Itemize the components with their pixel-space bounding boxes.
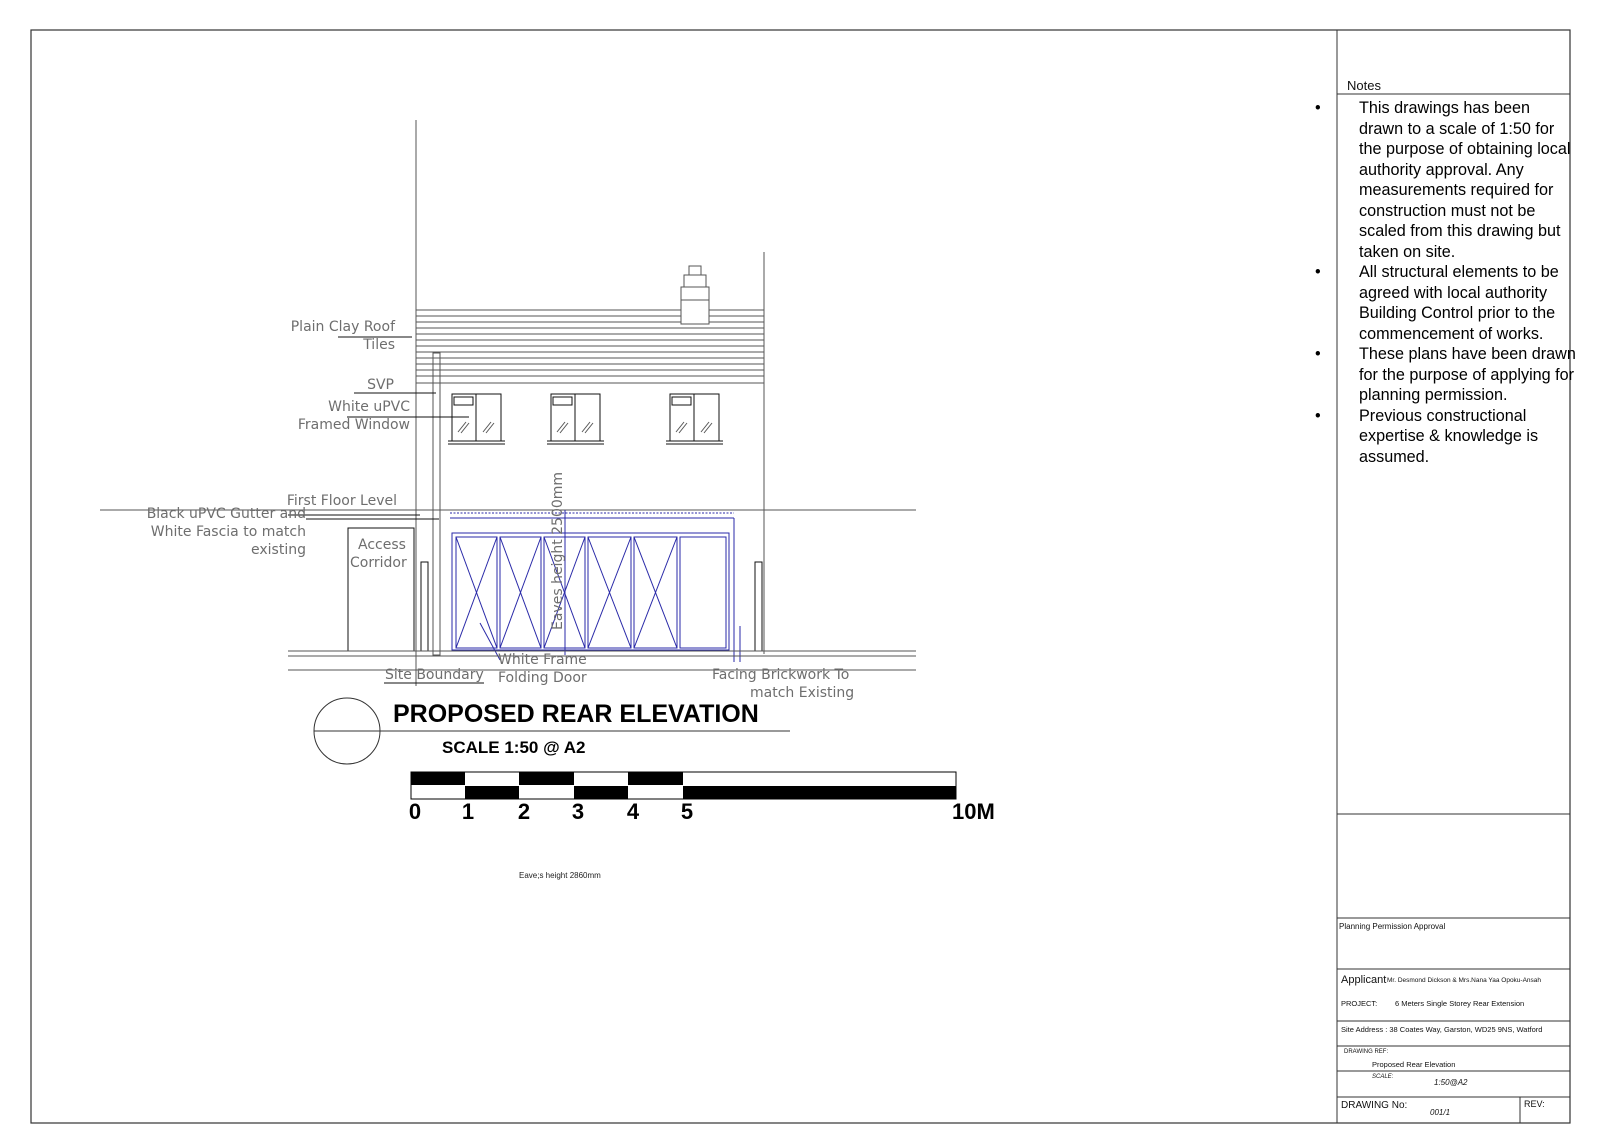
label-site: Site Boundary [385,667,484,683]
label-gutter-3: existing [251,542,306,558]
tb-purpose: Planning Permission Approval [1339,922,1446,931]
label-window-2: Framed Window [297,417,410,433]
label-roof-1: Plain Clay Roof [290,319,395,335]
note-item: • All structural elements to be agreed with local authority Building Control prior to the commencement of works. [1315,263,1559,343]
tb-applicant-value: Mr. Desmond Dickson & Mrs.Nana Yaa Opoku-Ansah [1387,977,1542,984]
scale-bar [409,772,995,824]
scale-label-2: 2 [517,799,531,824]
tb-scale-value: 1:50@A2 [1434,1078,1468,1087]
scale-label-10m: 10M [952,799,995,824]
label-gutter-1: Black uPVC Gutter and [146,506,306,522]
note-item: • This drawings has been drawn to a scale of 1:50 for the purpose of obtaining local authority approval. Any measurements required for construction must not be scaled from this drawing but taken on site. [1315,99,1571,261]
label-access-1: Access [358,537,406,553]
sheet-border [31,30,1570,1123]
first-floor-windows [448,394,723,444]
tb-drawing-ref-value: Proposed Rear Elevation [1372,1060,1456,1069]
drawing-scale: SCALE 1:50 @ A2 [442,738,586,757]
tb-project-label: PROJECT: [1341,999,1378,1008]
chimney [681,266,709,324]
tb-applicant-label: Applicant [1341,974,1387,986]
eaves-note: Eave;s height 2860mm [519,871,601,880]
scale-label-5: 5 [680,799,694,824]
drawing-title-block [314,698,790,764]
tb-rev-label: REV: [1524,1099,1545,1109]
tb-drawing-no-value: 001/1 [1430,1108,1451,1117]
eaves-vertical-label: Eaves height 2500mm [550,471,566,630]
label-window-1: White uPVC [328,399,410,415]
tb-drawing-ref-label: DRAWING REF: [1344,1049,1389,1055]
tb-project-value: 6 Meters Single Storey Rear Extension [1395,999,1525,1008]
label-floor: First Floor Level [286,493,397,509]
label-gutter-2: White Fascia to match [150,524,306,540]
note-item: • These plans have been drawn for the purpose of applying for planning permission. [1315,345,1576,404]
notes-panel [1315,98,1577,467]
label-brick-1: Facing Brickwork To [712,667,850,683]
elevation-drawing [100,120,916,686]
tb-site-address: Site Address : 38 Coates Way, Garston, WD25 9NS, Watford [1341,1025,1543,1034]
roof-tiles [416,310,764,383]
label-brick-2: match Existing [750,685,855,701]
drawing-title: PROPOSED REAR ELEVATION [393,700,759,728]
label-door-2: Folding Door [498,670,587,686]
label-door-1: White Frame [498,652,587,668]
notes-heading: Notes [1347,78,1381,93]
scale-label-3: 3 [571,799,585,824]
tb-scale-label: SCALE: [1372,1074,1394,1080]
tb-drawing-no-label: DRAWING No: [1341,1100,1408,1111]
scale-label-1: 1 [461,799,475,824]
folding-door [452,510,729,660]
label-svp: SVP [367,377,394,393]
svp-pipe [433,353,440,655]
label-roof-2: Tiles [363,337,395,353]
scale-label-4: 4 [626,799,640,824]
scale-label-0: 0 [408,799,422,824]
label-access-2: Corridor [350,555,407,571]
note-item: • Previous constructional expertise & knowledge is assumed. [1315,406,1539,466]
